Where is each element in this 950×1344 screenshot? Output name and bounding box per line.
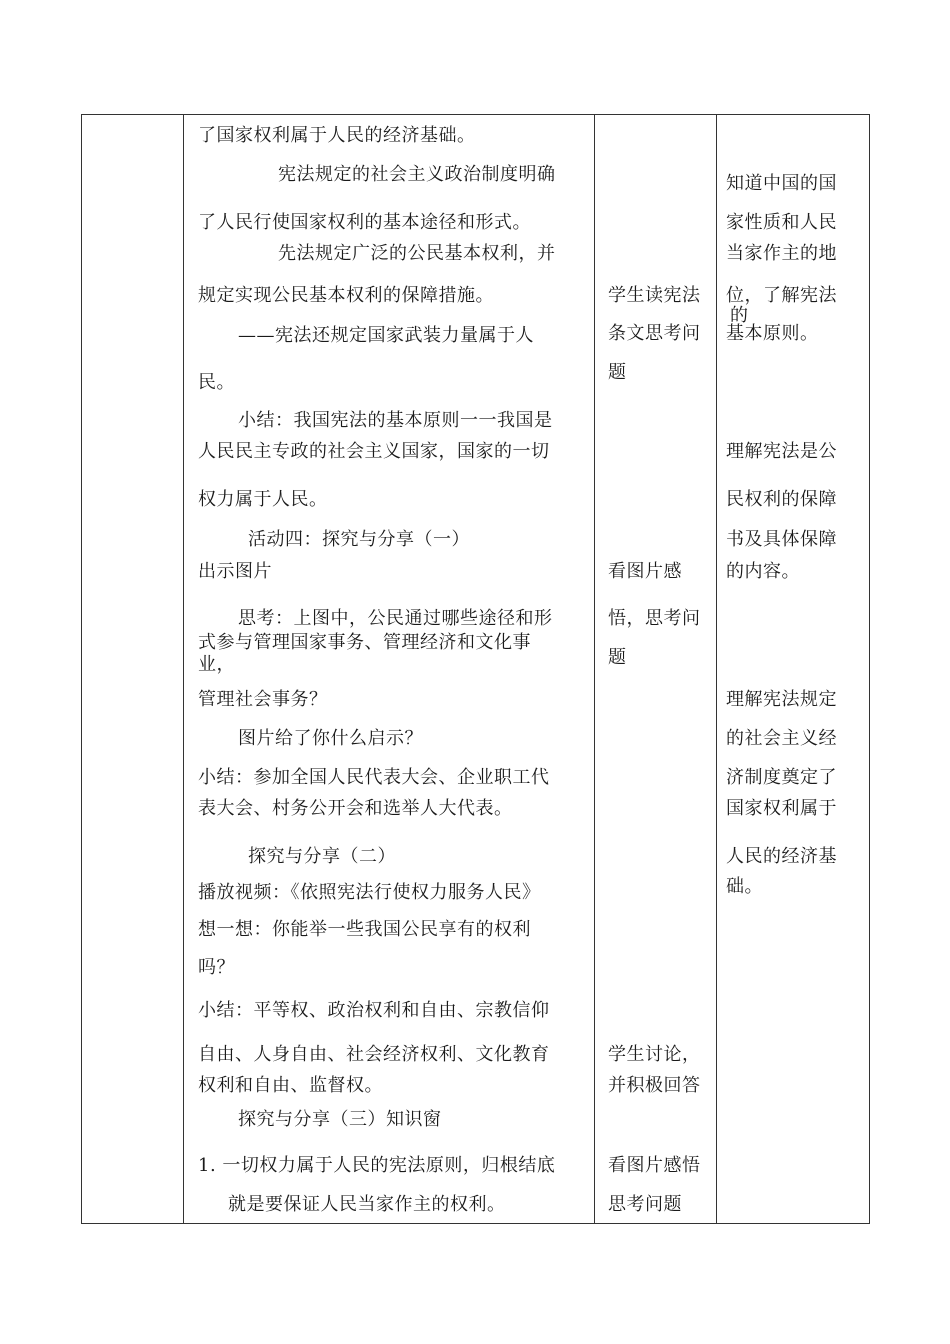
student-line: 题 <box>608 647 627 668</box>
student-line: 学生读宪法 <box>608 285 701 306</box>
goal-line: 知道中国的国 <box>726 173 837 194</box>
content-line: 播放视频：《依照宪法行使权力服务人民》 <box>198 882 541 903</box>
content-line: 人民民主专政的社会主义国家，国家的一切 <box>198 441 550 462</box>
content-line: 权力属于人民。 <box>198 489 328 510</box>
content-line: 表大会、村务公开会和选举人大代表。 <box>198 798 513 819</box>
goal-line: 当家作主的地 <box>726 243 837 264</box>
content-line: 规定实现公民基本权利的保障措施。 <box>198 285 494 306</box>
content-line: 小结：平等权、政治权利和自由、宗教信仰 <box>198 1000 550 1021</box>
content-line: 思考：上图中，公民通过哪些途径和形 <box>238 608 553 629</box>
goal-line-clipped: 的 <box>730 305 749 326</box>
activity-heading: 探究与分享（二） <box>248 846 396 867</box>
student-line: 并积极回答 <box>608 1075 701 1096</box>
content-line: 图片给了你什么启示？ <box>238 728 423 749</box>
goal-line: 人民的经济基 <box>726 846 837 867</box>
activity-heading: 活动四：探究与分享（一） <box>248 529 470 550</box>
content-line: 管理社会事务？ <box>198 689 328 710</box>
column-divider-2 <box>594 114 595 1224</box>
content-line: 了人民行使国家权利的基本途径和形式。 <box>198 212 531 233</box>
student-line: 悟，思考问 <box>608 608 701 629</box>
content-line-clipped: 业， <box>198 654 235 675</box>
goal-line: 理解宪法规定 <box>726 689 837 710</box>
content-line: 就是要保证人民当家作主的权利。 <box>228 1194 506 1215</box>
goal-line: 的内容。 <box>726 561 800 582</box>
student-line: 题 <box>608 362 627 383</box>
goal-line: 础。 <box>726 876 763 897</box>
content-line: 小结：参加全国人民代表大会、企业职工代 <box>198 767 550 788</box>
goal-line: 家性质和人民 <box>726 212 837 233</box>
content-line: 先法规定广泛的公民基本权利，并 <box>278 243 556 264</box>
student-line: 看图片感 <box>608 561 682 582</box>
goal-line: 的社会主义经 <box>726 728 837 749</box>
content-line: 小结：我国宪法的基本原则一一我国是 <box>238 410 553 431</box>
content-line: 式参与管理国家事务、管理经济和文化事 <box>198 632 531 653</box>
content-line: 想一想：你能举一些我国公民享有的权利 <box>198 919 531 940</box>
content-line: 1. 一切权力属于人民的宪法原则，归根结底 <box>198 1155 556 1176</box>
content-line: 了国家权利属于人民的经济基础。 <box>198 125 476 146</box>
student-line: 学生讨论， <box>608 1044 701 1065</box>
column-divider-1 <box>183 114 184 1224</box>
content-line: 权利和自由、监督权。 <box>198 1075 383 1096</box>
student-line: 条文思考问 <box>608 323 701 344</box>
goal-line: 位，了解宪法 <box>726 285 837 306</box>
goal-line: 书及具体保障 <box>726 529 837 550</box>
content-line: ——宪法还规定国家武装力量属于人 <box>238 325 534 346</box>
student-line: 看图片感悟 <box>608 1155 701 1176</box>
content-line: 民。 <box>198 372 235 393</box>
content-line: 宪法规定的社会主义政治制度明确 <box>278 164 556 185</box>
column-divider-3 <box>716 114 717 1224</box>
goal-line: 济制度奠定了 <box>726 767 837 788</box>
content-line: 出示图片 <box>198 561 272 582</box>
goal-line: 理解宪法是公 <box>726 441 837 462</box>
content-line: 自由、人身自由、社会经济权利、文化教育 <box>198 1044 550 1065</box>
activity-heading: 探究与分享（三）知识窗 <box>238 1109 442 1130</box>
goal-line: 民权利的保障 <box>726 489 837 510</box>
goal-line: 国家权利属于 <box>726 798 837 819</box>
content-line: 吗？ <box>198 957 235 978</box>
goal-line: 基本原则。 <box>726 323 819 344</box>
student-line: 思考问题 <box>608 1194 682 1215</box>
